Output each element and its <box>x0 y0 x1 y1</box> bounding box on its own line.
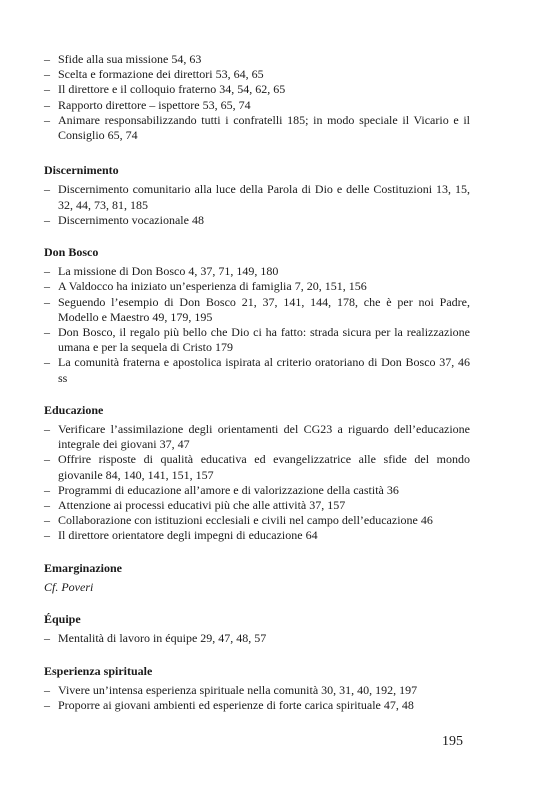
dash-marker: – <box>44 482 50 497</box>
index-entry <box>44 498 470 513</box>
entry-text: Proporre ai giovani ambienti ed esperienze di forte carica spirituale 47, 48 <box>58 697 414 712</box>
dash-marker: – <box>44 67 50 82</box>
dash-marker: – <box>44 631 50 646</box>
index-page <box>44 52 470 730</box>
index-entry <box>44 279 470 294</box>
dash-marker: – <box>44 52 50 66</box>
entry-text: Offrire risposte di qualità educativa ed evangelizzatrice alle sfide del mondo giovanile 84, 140, 141, 151, 157 <box>58 452 470 482</box>
entry-text: Il direttore e il colloquio fraterno 34, 54, 62, 65 <box>58 82 286 97</box>
index-entry <box>44 698 470 713</box>
index-section-equipe <box>44 612 470 646</box>
entry-text: Mentalità di lavoro in équipe 29, 47, 48, 57 <box>58 631 267 646</box>
dash-marker: – <box>44 279 50 294</box>
entry-text: Scelta e formazione dei direttori 53, 64, 65 <box>58 67 264 82</box>
index-entry <box>44 182 470 212</box>
entry-text: Seguendo l’esempio di Don Bosco 21, 37, 141, 144, 178, che è per noi Padre, Modello e Maestro 49, 179, 195 <box>58 294 470 324</box>
index-section-emarginazione <box>44 561 470 595</box>
index-entry <box>44 355 470 385</box>
dash-marker: – <box>44 513 50 528</box>
index-items <box>44 52 470 143</box>
dash-marker: – <box>44 355 50 370</box>
index-entry <box>44 213 470 228</box>
index-entry <box>44 295 470 325</box>
index-entry <box>44 528 470 543</box>
dash-marker: – <box>44 212 50 227</box>
entry-text: La comunità fraterna e apostolica ispirata al criterio oratoriano di Don Bosco 37, 46 ss <box>58 355 470 385</box>
entry-text: Programmi di educazione all’amore e di valorizzazione della castità 36 <box>58 482 399 497</box>
index-items <box>44 422 470 544</box>
entry-text: Verificare l’assimilazione degli orientamenti del CG23 a riguardo dell’educazione integrale dei giovani 37, 47 <box>58 422 470 452</box>
entry-text: Discernimento comunitario alla luce della Parola di Dio e delle Costituzioni 13, 15, 32, 44, 73, 81, 185 <box>58 182 470 212</box>
section-heading: Educazione <box>44 402 104 417</box>
dash-marker: – <box>44 682 50 697</box>
index-entry <box>44 683 470 698</box>
entry-text: Vivere un’intensa esperienza spirituale nella comunità 30, 31, 40, 192, 197 <box>58 682 418 697</box>
index-entry <box>44 452 470 482</box>
dash-marker: – <box>44 452 50 467</box>
dash-marker: – <box>44 294 50 309</box>
index-entry <box>44 422 470 452</box>
index-items <box>44 631 470 646</box>
index-section-esperienza-spirituale <box>44 664 470 714</box>
entry-text: Attenzione ai processi educativi più che alle attività 37, 157 <box>58 498 346 513</box>
entry-text: Don Bosco, il regalo più bello che Dio ci ha fatto: strada sicura per la realizzazione umana e per la sequela di Cristo 179 <box>58 325 470 355</box>
dash-marker: – <box>44 112 50 127</box>
entry-text: Animare responsabilizzando tutti i confratelli 185; in modo speciale il Vicario e il Consiglio 65, 74 <box>58 112 470 143</box>
dash-marker: – <box>44 325 50 340</box>
index-entry <box>44 52 470 67</box>
index-entry <box>44 264 470 279</box>
index-entry <box>44 483 470 498</box>
dash-marker: – <box>44 82 50 97</box>
index-entry <box>44 98 470 113</box>
index-entry <box>44 82 470 97</box>
dash-marker: – <box>44 498 50 513</box>
dash-marker: – <box>44 182 50 197</box>
index-section-intro <box>44 52 470 143</box>
index-entry <box>44 113 470 143</box>
entry-text: Rapporto direttore – ispettore 53, 65, 74 <box>58 97 251 112</box>
dash-marker: – <box>44 97 50 112</box>
dash-marker: – <box>44 697 50 712</box>
dash-marker: – <box>44 422 50 437</box>
cross-reference: Cf. Poveri <box>44 579 94 594</box>
section-heading: Don Bosco <box>44 245 99 260</box>
dash-marker: – <box>44 528 50 543</box>
section-heading: Équipe <box>44 612 81 627</box>
entry-text: La missione di Don Bosco 4, 37, 71, 149, 180 <box>58 264 279 279</box>
index-section-discernimento <box>44 163 470 228</box>
dash-marker: – <box>44 264 50 279</box>
index-items <box>44 683 470 713</box>
index-entry <box>44 67 470 82</box>
index-section-educazione <box>44 403 470 544</box>
section-heading: Emarginazione <box>44 560 122 575</box>
index-section-don-bosco <box>44 245 470 386</box>
page-number: 195 <box>442 734 463 749</box>
section-heading: Discernimento <box>44 163 119 178</box>
index-items <box>44 182 470 228</box>
section-heading: Esperienza spirituale <box>44 663 153 678</box>
entry-text: Il direttore orientatore degli impegni di educazione 64 <box>58 528 318 543</box>
entry-text: Discernimento vocazionale 48 <box>58 212 204 227</box>
index-entry <box>44 631 470 646</box>
entry-text: Sfide alla sua missione 54, 63 <box>58 52 202 66</box>
entry-text: A Valdocco ha iniziato un’esperienza di famiglia 7, 20, 151, 156 <box>58 279 367 294</box>
index-entry <box>44 325 470 355</box>
index-entry <box>44 513 470 528</box>
index-items <box>44 264 470 386</box>
entry-text: Collaborazione con istituzioni ecclesiali e civili nel campo dell’educazione 46 <box>58 513 433 528</box>
